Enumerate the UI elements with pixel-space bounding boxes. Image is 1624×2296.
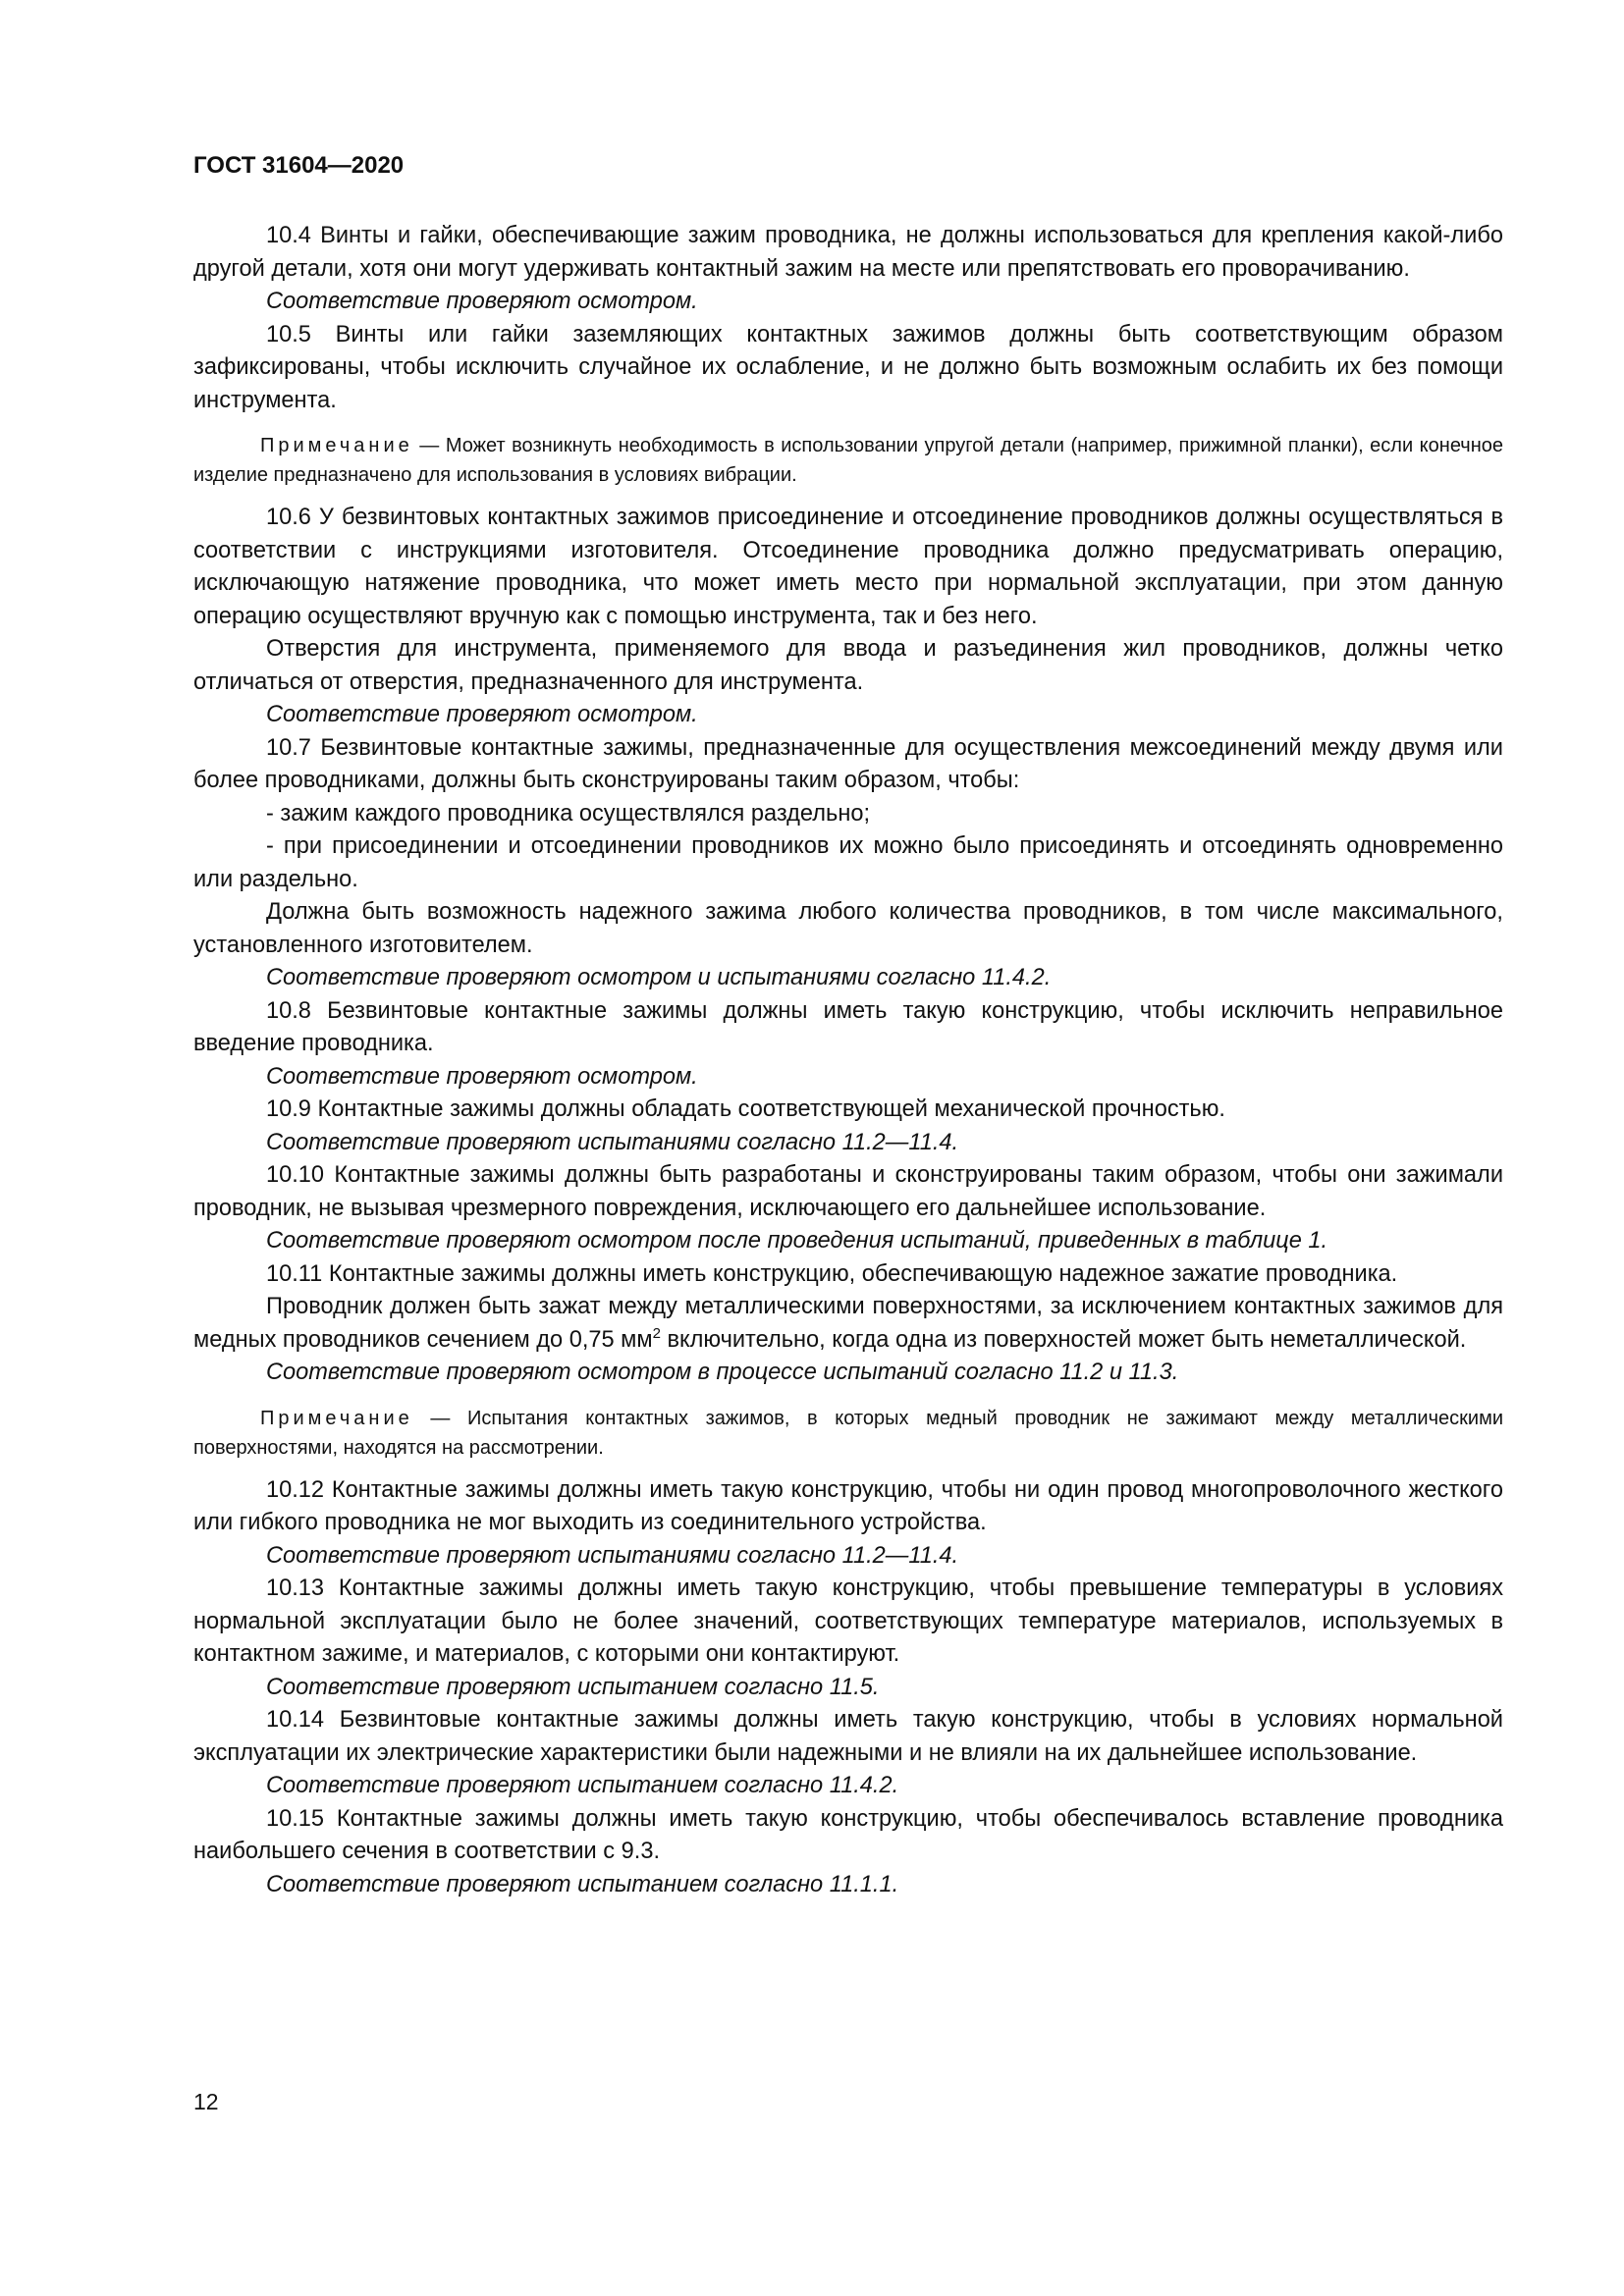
paragraph-10-5: 10.5 Винты или гайки заземляющих контактных зажимов должны быть соответствующим образом зафиксированы, чтобы исключить случайное их ослабление, и не должно быть возможным ослабить их без помощи инструмента. (193, 321, 1503, 413)
compliance-10-9: Соответствие проверяют испытаниями согласно 11.2—11.4. (266, 1129, 959, 1155)
paragraph-10-13: 10.13 Контактные зажимы должны иметь такую конструкцию, чтобы превышение температуры в условиях нормальной эксплуатации было не более значений, соответствующих температуре материалов, используемых в контактном зажиме, и материалов, с которыми они контактируют. (193, 1575, 1503, 1667)
paragraph-10-9: 10.9 Контактные зажимы должны обладать соответствующей механической прочностью. (266, 1096, 1225, 1122)
compliance-10-11: Соответствие проверяют осмотром в процессе испытаний согласно 11.2 и 11.3. (266, 1360, 1179, 1385)
paragraph-10-10: 10.10 Контактные зажимы должны быть разработаны и сконструированы таким образом, чтобы они зажимали проводник, не вызывая чрезмерного повреждения, исключающего его дальнейшее использование. (193, 1162, 1503, 1221)
paragraph-10-14: 10.14 Безвинтовые контактные зажимы должны иметь такую конструкцию, чтобы в условиях нормальной эксплуатации их электрические характеристики были надежными и не влияли на их дальнейшее использование. (193, 1707, 1503, 1766)
paragraph-10-15: 10.15 Контактные зажимы должны иметь такую конструкцию, чтобы обеспечивалось вставление проводника наибольшего сечения в соответствии с 9.3. (193, 1805, 1503, 1864)
document-body (193, 220, 1503, 1901)
paragraph-10-11-b (193, 1291, 1503, 1357)
compliance-10-7: Соответствие проверяют осмотром и испытаниями согласно 11.4.2. (266, 965, 1052, 990)
list-item-10-7-1: - зажим каждого проводника осуществлялся раздельно; (266, 800, 871, 827)
note-1 (193, 431, 1503, 490)
paragraph-10-8: 10.8 Безвинтовые контактные зажимы должны иметь такую конструкцию, чтобы исключить неправильное введение проводника. (193, 997, 1503, 1056)
compliance-10-13: Соответствие проверяют испытанием согласно 11.5. (266, 1674, 880, 1700)
superscript: 2 (652, 1324, 661, 1342)
text-span: включительно, когда одна из поверхностей может быть неметаллической. (660, 1326, 1467, 1353)
paragraph-10-6-b: Отверстия для инструмента, применяемого для ввода и разъединения жил проводников, должны четко отличаться от отверстия, предназначенного для инструмента. (193, 636, 1503, 695)
note-text: — Может возникнуть необходимость в использовании упругой детали (например, прижимной планки), если конечное изделие предназначено для использования в условиях вибрации. (193, 435, 1503, 486)
note-label: Примечание (260, 1407, 413, 1429)
compliance-10-8: Соответствие проверяют осмотром. (266, 1063, 698, 1090)
paragraph-10-12: 10.12 Контактные зажимы должны иметь такую конструкцию, чтобы ни один провод многопроволочного жесткого или гибкого проводника не мог выходить из соединительного устройства. (193, 1476, 1503, 1535)
page-number: 12 (193, 2089, 219, 2114)
note-label: Примечание (260, 435, 413, 456)
note-2 (193, 1404, 1503, 1463)
compliance-10-14: Соответствие проверяют испытанием согласно 11.4.2. (266, 1773, 899, 1798)
compliance-10-10: Соответствие проверяют осмотром после проведения испытаний, приведенных в таблице 1. (266, 1228, 1328, 1254)
paragraph-10-4: 10.4 Винты и гайки, обеспечивающие зажим проводника, не должны использоваться для крепления какой-либо другой детали, хотя они могут удерживать контактный зажим на месте или препятствовать его проворачиванию. (193, 223, 1503, 282)
compliance-10-12: Соответствие проверяют испытаниями согласно 11.2—11.4. (266, 1542, 959, 1569)
list-item-10-7-2: - при присоединении и отсоединении проводников их можно было присоединять и отсоединять одновременно или раздельно. (193, 833, 1503, 892)
compliance-10-6: Соответствие проверяют осмотром. (266, 702, 698, 727)
note-text: — Испытания контактных зажимов, в которых медный проводник не зажимают между металлическими поверхностями, находятся на рассмотрении. (193, 1407, 1503, 1459)
paragraph-10-7: 10.7 Безвинтовые контактные зажимы, предназначенные для осуществления межсоединений между двумя или более проводниками, должны быть сконструированы таким образом, чтобы: (193, 734, 1503, 793)
compliance-10-15: Соответствие проверяют испытанием согласно 11.1.1. (266, 1871, 899, 1897)
text-span: Проводник должен быть зажат между металлическими поверхностями, за исключением контактных зажимов для медных проводников сечением до 0,75 мм (193, 1294, 1503, 1353)
paragraph-10-7-b: Должна быть возможность надежного зажима любого количества проводников, в том числе максимального, установленного изготовителем. (193, 899, 1503, 958)
document-code-header: ГОСТ 31604—2020 (193, 152, 405, 179)
compliance-10-4: Соответствие проверяют осмотром. (266, 289, 698, 314)
paragraph-10-11: 10.11 Контактные зажимы должны иметь конструкцию, обеспечивающую надежное зажатие проводника. (266, 1260, 1398, 1287)
paragraph-10-6: 10.6 У безвинтовых контактных зажимов присоединение и отсоединение проводников должны осуществляться в соответствии с инструкциями изготовителя. Отсоединение проводника должно предусматривать операцию, исключающую натяжение проводника, что может иметь место при нормальной эксплуатации, при этом данную операцию осуществляют вручную как с помощью инструмента, так и без него. (193, 505, 1503, 629)
